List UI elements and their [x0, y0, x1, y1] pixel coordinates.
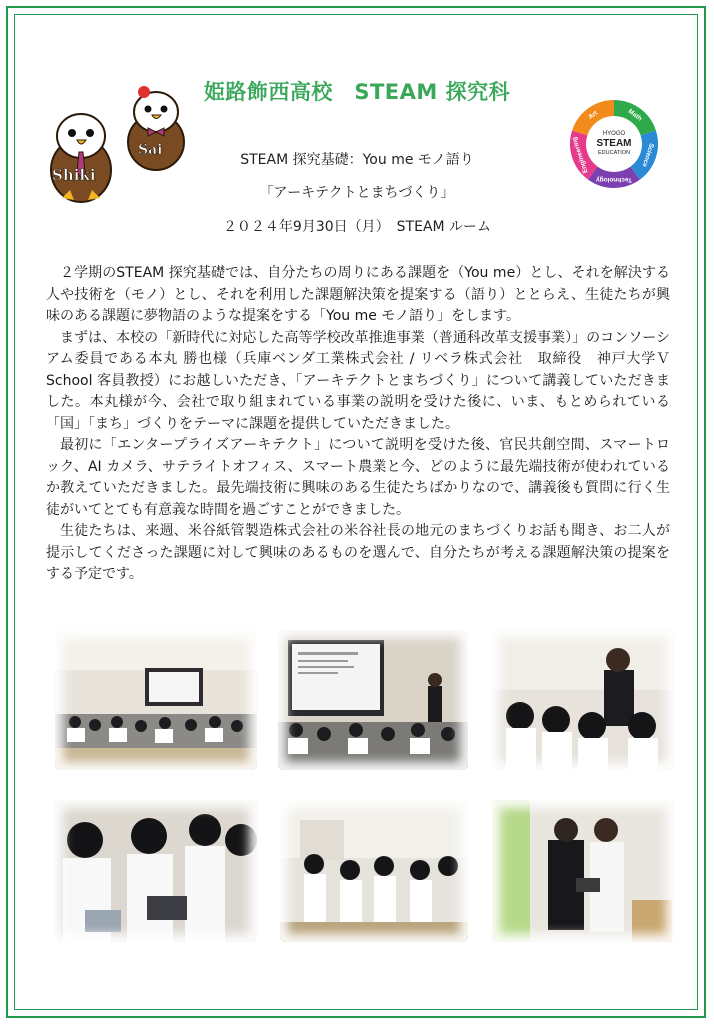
date-place: ２０２４年9月30日（月） STEAM ルーム [222, 219, 492, 235]
photo-discussion-groups [280, 800, 468, 942]
page-title: 姫路飾西高校 STEAM 探究科 [203, 80, 511, 104]
photo-speaker-question [492, 800, 674, 942]
paragraph-lecture: まずは、本校の「新時代に対応した高等学校改革推進事業（普通科改革支援事業）」のコンソーシアム委員である本丸 勝也様（兵庫ベンダ工業株式会社 / リベラ株式会社 取締役 神戸大学Ｖ School 客員教授）にお越しいただき、「アーキテクトとまちづくり」について講義していただきました。本丸様が今、会社で取り組まれている事業の説明を受けた後に、いま、もとめられている「国」「まち」づくりをテーマに課題を提供していただきました。 [46, 329, 670, 432]
article-body [46, 263, 670, 586]
paragraph-intro: ２学期のSTEAM 探究基礎では、自分たちの周りにある課題を（You me）とし、それを解決する人や技術を（モノ）とし、それを利用した課題解決策を提案する（語り）ととらえ、生徒たちが興味のある課題に夢物語のような提案をする「You me モノ語り」をします。 [46, 265, 670, 324]
logo-line-1: HYOGO [602, 131, 626, 137]
mascot-shiki-label: Shiki [52, 166, 96, 184]
logo-ring-word: Art [587, 109, 599, 121]
photo-speaker-students [492, 630, 674, 770]
hyogo-steam-education-logo [568, 98, 660, 190]
logo-ring-word: Science [640, 142, 655, 168]
photo-students-laptops [55, 800, 257, 942]
paragraph-next: 生徒たちは、来週、米谷紙管製造株式会社の米谷社長の地元のまちづくりお話も聞き、お二人が提示してくださった課題に対して興味のあるものを選んで、自分たちが考える課題解決策の提案をする予定です。 [46, 523, 670, 582]
mascot-sai-label: Sai [138, 142, 163, 158]
theme-subtitle: 「アーキテクトとまちづくり」 [259, 185, 455, 201]
logo-line-3: EDUCATION [598, 150, 630, 156]
course-subtitle: STEAM 探究基礎：You me モノ語り [240, 152, 474, 168]
paragraph-content: 最初に「エンタープライズアーキテクト」について説明を受けた後、官民共創空間、スマートロック、AI カメラ、サテライトオフィス、スマート農業と今、どのように最先端技術が使われているか教えていただきました。最先端技術に興味のある生徒たちばかりなので、講義後も質問に行く生徒がいてとても有意義な時間を過ごすことができました。 [46, 437, 670, 518]
logo-ring-word: Technology [596, 176, 632, 183]
logo-line-2: STEAM [596, 138, 632, 149]
photo-lecture-screen [278, 630, 468, 770]
logo-ring-word: Engineering [571, 136, 590, 174]
logo-ring-word: Math [626, 107, 644, 123]
photo-classroom-wide [55, 630, 257, 770]
